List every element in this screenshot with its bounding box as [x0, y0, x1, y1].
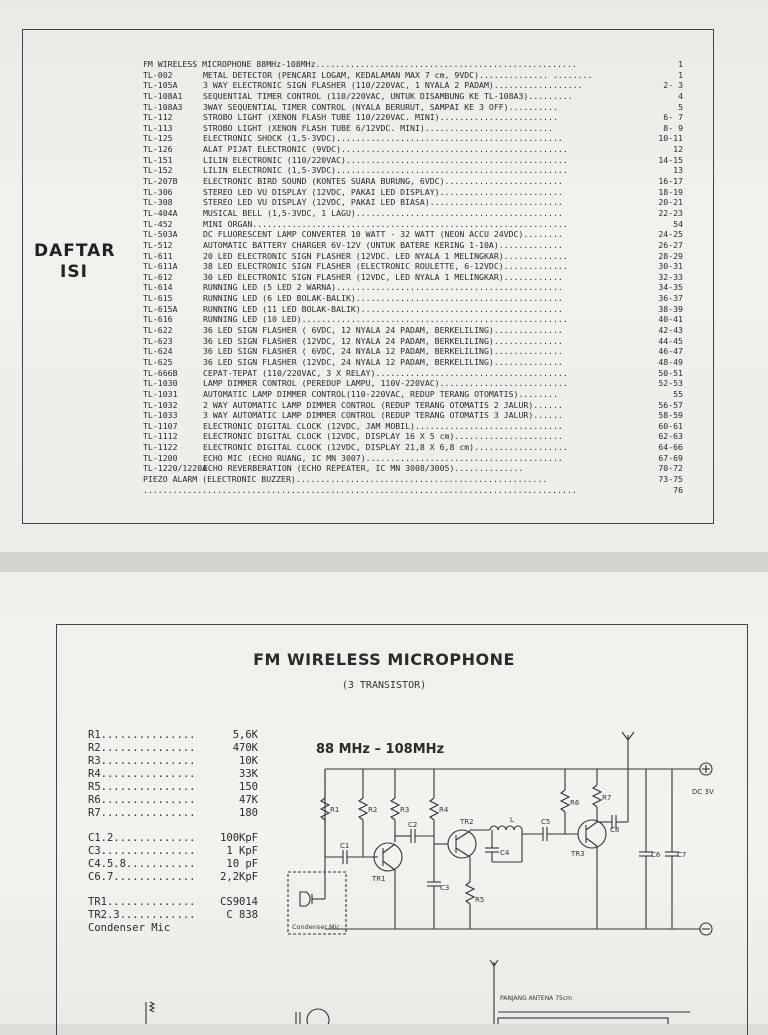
toc-row: [143, 378, 683, 389]
toc-description: ECHO REVERBERATION (ECHO REPEATER, IC MN 3008/3005)..............: [203, 463, 524, 474]
part-name: Condenser Mic: [88, 922, 171, 934]
toc-description: FM WIRELESS MICROPHONE 88MHz-108MHz.....................................................: [143, 59, 577, 69]
part-name: R3...............: [88, 755, 196, 767]
lower-coil: [150, 1002, 154, 1012]
toc-page-number: 12: [673, 144, 683, 155]
toc-description: ELECTRONIC DIGITAL CLOCK (12VDC, DISPLAY 16 X 5 cm)......................: [203, 431, 563, 442]
toc-page-number: 60-61: [658, 420, 683, 431]
label-r5: R5: [475, 896, 485, 904]
toc-row: [143, 70, 683, 81]
label-c7: C7: [677, 851, 687, 859]
label-c6: C6: [651, 851, 661, 859]
toc-page-number: 20-21: [658, 197, 683, 208]
toc-page-number: 18-19: [658, 186, 683, 197]
frequency-label: 88 MHz – 108MHz: [316, 742, 445, 757]
toc-row: [143, 208, 683, 219]
toc-description: AUTOMATIC BATTERY CHARGER 6V-12V (UNTUK BATERE KERING 1-10A).............: [203, 239, 563, 250]
toc-row: [143, 421, 683, 432]
part-name: R2...............: [88, 742, 196, 754]
part-name: TR2.3............: [88, 909, 196, 921]
toc-description: RUNNING LED (5 LED 2 WARNA)..............................................: [203, 282, 563, 293]
toc-page-number: 26-27: [658, 239, 683, 250]
toc-page-number: 50-51: [658, 367, 683, 378]
toc-code: TL-622: [143, 325, 173, 336]
toc-page-number: 30-31: [658, 261, 683, 272]
toc-code: TL-002: [143, 69, 173, 80]
toc-row: [143, 102, 683, 113]
toc-row: [143, 176, 683, 187]
toc-row: [143, 91, 683, 102]
label-r7: R7: [602, 794, 612, 802]
toc-page-number: 54: [673, 218, 683, 229]
label-c1: C1: [340, 842, 350, 850]
toc-code: TL-625: [143, 356, 173, 367]
label-l: L: [510, 816, 514, 824]
toc-page-number: 8- 9: [663, 122, 683, 133]
toc-description: MUSICAL BELL (1,5-3VDC, 1 LAGU)..........................................: [203, 207, 563, 218]
toc-code: TL-126: [143, 144, 173, 155]
part-name: R1...............: [88, 729, 196, 741]
toc-row: [143, 314, 683, 325]
toc-page-number: 1: [678, 69, 683, 80]
part-name: C1.2.............: [88, 832, 196, 844]
schematic-page: [0, 572, 768, 1024]
toc-code: TL-125: [143, 133, 173, 144]
toc-code: TL-112: [143, 112, 173, 123]
toc-code: TL-1031: [143, 388, 178, 399]
part-value: 470K: [232, 742, 258, 754]
toc-code: TL-151: [143, 154, 173, 165]
toc-code: TL-152: [143, 165, 173, 176]
toc-description: STEREO LED VU DISPLAY (12VDC, PAKAI LED DISPLAY).........................: [203, 186, 563, 197]
toc-description: 20 LED ELECTRONIC SIGN FLASHER (12VDC. LED NYALA 1 MELINGKAR).............: [203, 250, 568, 261]
toc-description: 36 LED SIGN FLASHER ( 6VDC, 24 NYALA 12 PADAM, BERKELILING)..............: [203, 346, 563, 357]
toc-row: [143, 197, 683, 208]
toc-row: [143, 261, 683, 272]
toc-page-number: 6- 7: [663, 112, 683, 123]
label-r3: R3: [400, 806, 410, 814]
part-value: 180: [239, 807, 258, 819]
toc-description: PIEZO ALARM (ELECTRONIC BUZZER)...................................................: [143, 473, 548, 484]
toc-row: [143, 240, 683, 251]
label-r6: R6: [570, 799, 580, 807]
transistor-tr3: [578, 820, 606, 848]
toc-page-number: 55: [673, 388, 683, 399]
toc-row: [143, 368, 683, 379]
toc-row: [143, 336, 683, 347]
toc-page-number: 48-49: [658, 356, 683, 367]
label-tr2: TR2: [460, 818, 474, 826]
toc-code: TL-308: [143, 197, 173, 208]
toc-page-number: 2- 3: [663, 80, 683, 91]
toc-code: TL-1122: [143, 442, 178, 453]
toc-row: [143, 474, 683, 485]
toc-description: ........................................................................................: [143, 484, 577, 495]
toc-description: RUNNING LED (11 LED BOLAK-BALIK).........................................: [203, 303, 563, 314]
toc-description: 2 WAY AUTOMATIC LAMP DIMMER CONTROL (REDUP TERANG OTOMATIS 2 JALUR)......: [203, 399, 563, 410]
toc-page-number: 24-25: [658, 229, 683, 240]
toc-page-number: 5: [678, 101, 683, 112]
toc-code: TL-616: [143, 314, 173, 325]
toc-code: TL-614: [143, 282, 173, 293]
toc-description: 3 WAY ELECTRONIC SIGN FLASHER (110/220VAC, 1 NYALA 2 PADAM)..................: [203, 80, 583, 91]
label-r1: R1: [330, 806, 340, 814]
toc-row: [143, 463, 683, 474]
label-tr1: TR1: [372, 875, 386, 883]
part-value: 100KpF: [220, 832, 258, 844]
label-r4: R4: [439, 806, 449, 814]
page-subtitle: (3 TRANSISTOR): [341, 680, 427, 691]
toc-code: TL-105A: [143, 80, 178, 91]
part-name: R5...............: [88, 781, 196, 793]
toc-description: 36 LED SIGN FLASHER (12VDC, 12 NYALA 24 PADAM, BERKELILING)..............: [203, 335, 563, 346]
resistor-r5: [466, 882, 474, 904]
circuit-diagram: [0, 572, 768, 1024]
label-c3: C3: [440, 884, 450, 892]
toc-code: TL-611: [143, 250, 173, 261]
toc-description: ELECTRONIC SHOCK (1,5-3VDC)..............................................: [203, 133, 563, 144]
part-value: 2,2KpF: [220, 871, 258, 883]
toc-code: TL-1032: [143, 399, 178, 410]
toc-page-number: 10-11: [658, 133, 683, 144]
part-value: 47K: [239, 794, 258, 806]
part-name: C6.7.............: [88, 871, 196, 883]
toc-page-number: 70-72: [658, 463, 683, 474]
toc-description: STROBO LIGHT (XENON FLASH TUBE 110/220VAC. MINI)........................: [203, 112, 558, 123]
toc-description: METAL DETECTOR (PENCARI LOGAM, KEDALAMAN MAX 7 cm, 9VDC).............. ........: [203, 69, 593, 80]
toc-row: [143, 229, 683, 240]
toc-row: [143, 165, 683, 176]
toc-description: ELECTRONIC DIGITAL CLOCK (12VDC, DISPLAY 21,8 X 6,8 cm)...................: [203, 442, 568, 453]
toc-page-number: 1: [678, 59, 683, 69]
label-c5: C5: [541, 818, 551, 826]
toc-page-number: 34-35: [658, 282, 683, 293]
toc-description: ELECTRONIC DIGITAL CLOCK (12VDC, JAM MOBIL)..............................: [203, 420, 563, 431]
toc-code: TL-452: [143, 218, 173, 229]
condenser-mic-symbol: [300, 892, 310, 906]
toc-description: LILIN ELECTRONIC (1,5-3VDC)...............................................: [203, 165, 568, 176]
toc-row: [143, 485, 683, 496]
toc-code: TL-611A: [143, 261, 178, 272]
inductor-l: [490, 826, 522, 830]
part-name: R7...............: [88, 807, 196, 819]
toc-row: [143, 304, 683, 315]
toc-code: TL-1107: [143, 420, 178, 431]
toc-page-number: 42-43: [658, 325, 683, 336]
part-value: 150: [239, 781, 258, 793]
toc-row: [143, 219, 683, 230]
resistor-r6: [561, 790, 569, 812]
toc-page-number: 56-57: [658, 399, 683, 410]
toc-page-number: 14-15: [658, 154, 683, 165]
toc-page-number: 4: [678, 90, 683, 101]
toc-row: [143, 80, 683, 91]
toc-code: TL-1030: [143, 378, 178, 389]
toc-description: 36 LED SIGN FLASHER ( 6VDC, 12 NYALA 24 PADAM, BERKELILING)..............: [203, 325, 563, 336]
toc-page-number: 40-41: [658, 314, 683, 325]
part-name: C4.5.8...........: [88, 858, 196, 870]
toc-row: [143, 431, 683, 442]
toc-code: TL-503A: [143, 229, 178, 240]
lower-ruler-box: [498, 1018, 668, 1024]
toc-code: TL-512: [143, 239, 173, 250]
part-value: 10 pF: [226, 858, 258, 870]
toc-code: TL-623: [143, 335, 173, 346]
toc-code: TL-612: [143, 271, 173, 282]
toc-heading-line1: DAFTAR: [34, 241, 116, 261]
toc-description: STEREO LED VU DISPLAY (12VDC, PAKAI LED BIASA)...........................: [203, 197, 563, 208]
toc-row: [143, 389, 683, 400]
toc-description: RUNNING LED (10 LED)......................................................: [203, 314, 568, 325]
part-value: 33K: [239, 768, 258, 780]
label-c8: C8: [610, 826, 620, 834]
lower-transistor: [307, 1009, 329, 1024]
toc-code: TL-113: [143, 122, 173, 133]
toc-description: 36 LED SIGN FLASHER (12VDC, 24 NYALA 12 PADAM, BERKELILING)..............: [203, 356, 563, 367]
toc-page-number: 76: [673, 484, 683, 495]
toc-code: TL-1200: [143, 452, 178, 463]
part-name: TR1..............: [88, 896, 196, 908]
toc-row: [143, 187, 683, 198]
toc-row: [143, 325, 683, 336]
toc-page-number: 46-47: [658, 346, 683, 357]
toc-row: [143, 133, 683, 144]
toc-code: TL-1033: [143, 410, 178, 421]
toc-description: LAMP DIMMER CONTROL (PEREDUP LAMPU, 110V-220VAC)..........................: [203, 378, 568, 389]
toc-description: 3 WAY AUTOMATIC LAMP DIMMER CONTROL (REDUP TERANG OTOMATIS 3 JALUR)......: [203, 410, 563, 421]
toc-row: [143, 272, 683, 283]
label-tr3: TR3: [571, 850, 585, 858]
toc-row: [143, 400, 683, 411]
toc-page-number: 38-39: [658, 303, 683, 314]
toc-code: TL-306: [143, 186, 173, 197]
toc-description: MINI ORGAN................................................................: [203, 218, 568, 229]
resistor-r7: [593, 785, 601, 807]
toc-description: 3WAY SEQUENTIAL TIMER CONTROL (NYALA BERURUT, SAMPAI KE 3 OFF)..........: [203, 101, 558, 112]
toc-page-number: 16-17: [658, 176, 683, 187]
toc-row: [143, 357, 683, 368]
label-r2: R2: [368, 806, 378, 814]
toc-row: [143, 293, 683, 304]
part-value: C 838: [226, 909, 258, 921]
part-value: 1 KpF: [226, 845, 258, 857]
toc-code: TL-624: [143, 346, 173, 357]
toc-row: [143, 112, 683, 123]
toc-description: CEPAT-TEPAT (110/220VAC, 3 X RELAY).......................................: [203, 367, 568, 378]
toc-row: [143, 410, 683, 421]
toc-code: TL-207B: [143, 176, 178, 187]
toc-row: [143, 453, 683, 464]
toc-description: 30 LED ELECTRONIC SIGN FLASHER (12VDC, LED NYALA 1 MELINGKAR)............: [203, 271, 563, 282]
toc-page-number: 52-53: [658, 378, 683, 389]
part-name: C3...............: [88, 845, 196, 857]
toc-page-number: 73-75: [658, 473, 683, 484]
label-c4: C4: [500, 849, 510, 857]
toc-page-number: 62-63: [658, 431, 683, 442]
toc-code: TL-1112: [143, 431, 178, 442]
toc-code: TL-108A3: [143, 101, 183, 112]
toc-row: [143, 155, 683, 166]
part-name: R6...............: [88, 794, 196, 806]
toc-page-number: 64-66: [658, 442, 683, 453]
toc-page-number: 32-33: [658, 271, 683, 282]
toc-page-number: 36-37: [658, 293, 683, 304]
toc-heading: [34, 241, 114, 284]
toc-row: [143, 59, 683, 70]
toc-description: STROBO LIGHT (XENON FLASH TUBE 6/12VDC. MINI)..........................: [203, 122, 553, 133]
toc-row: [143, 144, 683, 155]
toc-description: SEQUENTIAL TIMER CONTROL (110/220VAC, UNTUK DISAMBUNG KE TL-108A3).........: [203, 90, 573, 101]
resistor-r4: [430, 798, 438, 820]
toc-description: ALAT PIJAT ELECTRONIC (9VDC)..............................................: [203, 144, 568, 155]
toc-row: [143, 282, 683, 293]
toc-page-number: 22-23: [658, 207, 683, 218]
resistor-r3: [391, 798, 399, 820]
toc-code: TL-108A1: [143, 90, 183, 101]
toc-description: DC FLUORESCENT LAMP CONVERTER 10 WATT - 32 WATT (NEON ACCU 24VDC)........: [203, 229, 563, 240]
part-name: R4...............: [88, 768, 196, 780]
label-c2: C2: [408, 821, 418, 829]
toc-description: AUTOMATIC LAMP DIMMER CONTROL(110-220VAC, REDUP TERANG OTOMATIS)........: [203, 388, 558, 399]
page-title: FM WIRELESS MICROPHONE: [253, 650, 515, 669]
toc-row: [143, 442, 683, 453]
toc-page-number: 44-45: [658, 335, 683, 346]
toc-description: 38 LED ELECTRONIC SIGN FLASHER (ELECTRONIC ROULETTE, 6-12VDC).............: [203, 261, 568, 272]
toc-list: [143, 59, 683, 495]
toc-page-number: 13: [673, 165, 683, 176]
toc-page-number: 58-59: [658, 410, 683, 421]
toc-code: TL-404A: [143, 207, 178, 218]
transistor-tr1: [374, 843, 402, 871]
part-value: CS9014: [220, 896, 258, 908]
label-antenna-length: PANJANG ANTENA 75cm: [500, 995, 572, 1002]
resistor-r2: [359, 798, 367, 820]
toc-description: ECHO MIC (ECHO RUANG, IC MN 3007)........................................: [203, 452, 563, 463]
toc-code: TL-615A: [143, 303, 178, 314]
toc-code: TL-1220/1220A: [143, 463, 208, 474]
toc-description: RUNNING LED (6 LED BOLAK-BALIK)..........................................: [203, 293, 563, 304]
toc-description: LILIN ELECTRONIC (110/220VAC).............................................: [203, 154, 568, 165]
toc-row: [143, 346, 683, 357]
toc-row: [143, 251, 683, 262]
toc-code: TL-615: [143, 293, 173, 304]
toc-heading-line2: ISI: [60, 262, 88, 283]
transistor-tr2: [448, 830, 476, 858]
toc-code: TL-666B: [143, 367, 178, 378]
toc-page-number: 28-29: [658, 250, 683, 261]
toc-row: [143, 123, 683, 134]
page-gap: [0, 552, 768, 572]
part-value: 10K: [239, 755, 258, 767]
label-dc: DC 3V: [692, 788, 714, 796]
part-value: 5,6K: [232, 729, 258, 741]
toc-page-number: 67-69: [658, 452, 683, 463]
toc-description: ELECTRONIC BIRD SOUND (KONTES SUARA BURUNG, 6VDC)........................: [203, 176, 563, 187]
label-condenser-mic: Condenser Mic: [292, 923, 340, 931]
